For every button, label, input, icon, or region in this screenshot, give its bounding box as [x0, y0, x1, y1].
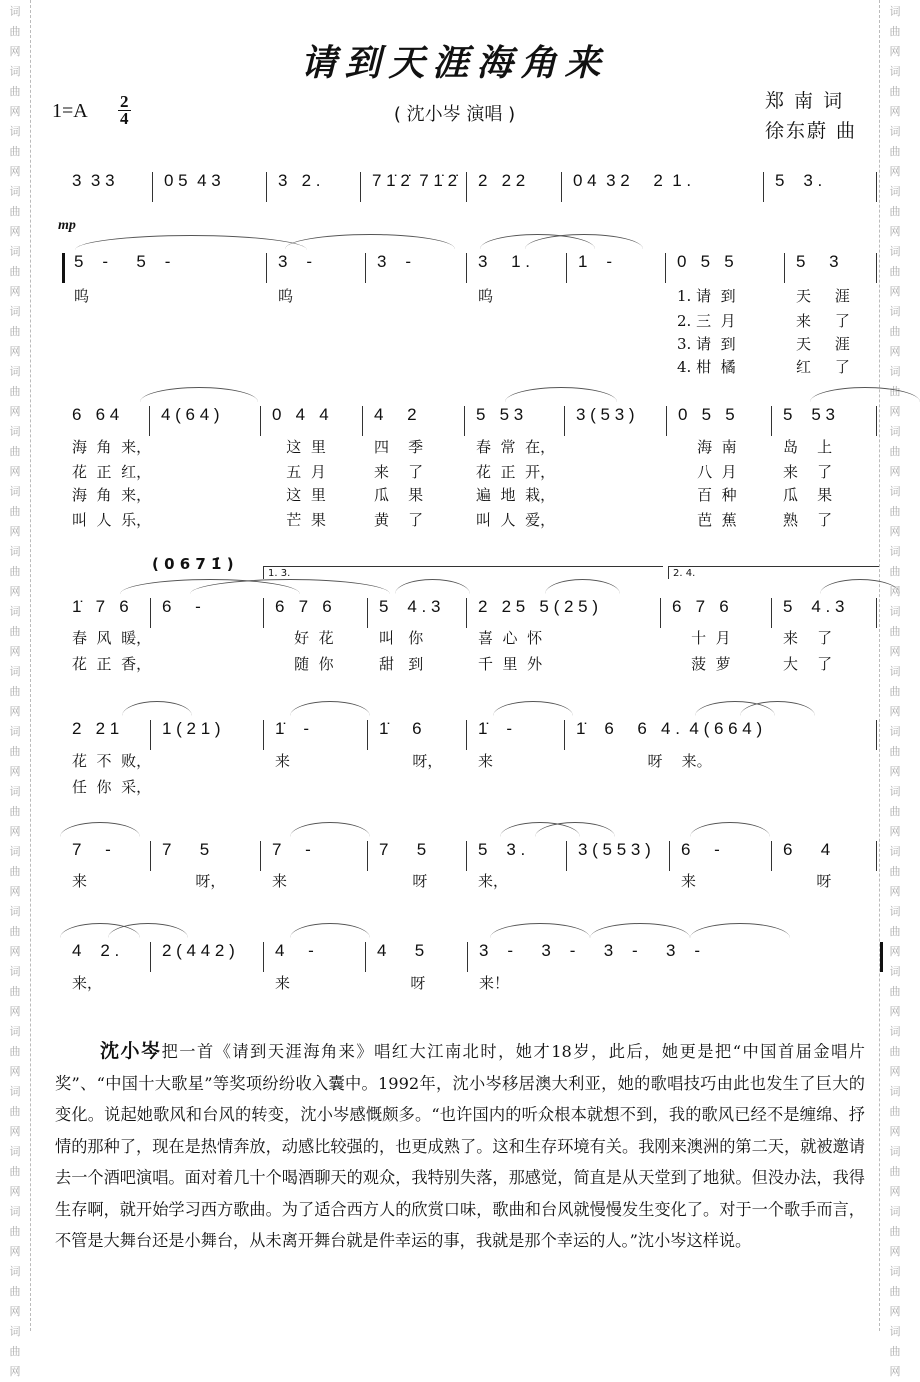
lyric-text: 呀 — [377, 974, 426, 992]
measure: 3 ( 5 3 ) — [576, 405, 635, 424]
watermark-text: 词 曲 网 — [889, 5, 901, 58]
slur-mark — [122, 701, 192, 716]
watermark-text: 词 曲 网 — [889, 245, 901, 298]
measure: 3 2 . — [278, 171, 321, 190]
lyric-text: 来， — [72, 974, 103, 992]
bar-line — [150, 720, 151, 750]
watermark-text: 词 曲 网 — [889, 785, 901, 838]
singer-name: 沈小岑 — [100, 1040, 162, 1062]
lyric-text: 花 正 红， — [72, 463, 152, 481]
watermark-text: 词 曲 网 — [889, 1205, 901, 1258]
measure: 7 5 — [162, 840, 210, 859]
bar-line — [263, 720, 264, 750]
lyric-text: 任 你 采， — [72, 778, 152, 796]
watermark-text: 词 曲 网 — [889, 185, 901, 238]
measure: 1̇ 6 6 4 . 4 ( 6 6 4 ) — [576, 719, 763, 738]
lyric-text: 来 了 — [783, 629, 833, 647]
lyric-text: 1. 请 到 — [677, 287, 736, 305]
bar-line — [266, 172, 267, 202]
bar-line — [763, 172, 764, 202]
bar-line — [263, 942, 264, 972]
measure: 5 3 — [796, 252, 839, 271]
lyric-text: 芒 果 — [272, 511, 326, 529]
bar-line — [263, 598, 264, 628]
measure: 1̇ 6 — [379, 719, 422, 738]
bar-line — [260, 841, 261, 871]
measure: 3 - — [278, 252, 313, 271]
measure: 4 - — [275, 941, 314, 960]
bar-line — [367, 598, 368, 628]
lyric-text: 来 — [275, 974, 291, 992]
measure: 6 7 6 — [275, 597, 332, 616]
watermark-text: 词 曲 网 — [9, 485, 21, 538]
bar-line — [466, 253, 467, 283]
bar-line — [362, 406, 363, 436]
watermark-text: 词 曲 网 — [889, 65, 901, 118]
watermark-text: 词 曲 网 — [9, 845, 21, 898]
lyric-text: 春 常 在， — [476, 438, 556, 456]
lyric-text: 遍 地 栽， — [476, 486, 556, 504]
slur-mark — [590, 923, 690, 938]
measure: 0 5 5 — [677, 252, 734, 271]
measure: 6 6 4 — [72, 405, 120, 424]
bar-line — [365, 942, 366, 972]
bar-line — [466, 598, 467, 628]
lyric-text: 来 了 — [796, 312, 850, 330]
measure: 1 - — [578, 252, 613, 271]
lyric-text: 熟 了 — [783, 511, 833, 529]
lyric-text: 大 了 — [783, 655, 833, 673]
watermark-text: 词 曲 网 — [889, 305, 901, 358]
lyric-text: 海 角 来， — [72, 486, 152, 504]
measure: 1̇ - — [478, 719, 513, 738]
measure: 2 2 2 — [478, 171, 526, 190]
lyric-text: 花 正 开， — [476, 463, 556, 481]
watermark-text: 词 曲 网 — [9, 785, 21, 838]
watermark-text: 词 曲 网 — [9, 245, 21, 298]
slur-mark — [490, 923, 590, 938]
measure: 4 2 — [374, 405, 417, 424]
lyric-text: 花 正 香， — [72, 655, 152, 673]
lyric-text: 八 月 — [678, 463, 737, 481]
slur-mark — [140, 387, 258, 402]
fill-annotation: ( 0 6 7 1̇ ) — [152, 555, 234, 573]
watermark-text: 词 曲 网 — [9, 425, 21, 478]
slur-mark — [690, 822, 770, 837]
lyric-text: 好 花 — [275, 629, 334, 647]
lyric-text: 呜 — [478, 287, 494, 305]
bar-line — [771, 598, 772, 628]
lyric-text: 来 — [275, 752, 291, 770]
slur-mark — [395, 579, 470, 594]
lyric-text: 天 涯 — [796, 335, 850, 353]
watermark-text: 词 曲 网 — [889, 1325, 901, 1378]
lyricist-credit: 郑 南 词 — [765, 90, 845, 112]
composer-credit: 徐东蔚 曲 — [765, 120, 858, 142]
lyric-text: 十 月 — [672, 629, 731, 647]
measure: 3 1 . — [478, 252, 530, 271]
watermark-text: 词 曲 网 — [9, 665, 21, 718]
measure: 5 4 . 3 — [783, 597, 845, 616]
lyric-text: 花 不 败， — [72, 752, 152, 770]
watermark-text: 词 曲 网 — [9, 965, 21, 1018]
slur-mark — [75, 235, 307, 250]
lyric-text: 2. 三 月 — [677, 312, 736, 330]
slur-mark — [290, 923, 370, 938]
volta-1: 1. 3. — [263, 566, 663, 579]
meter-bottom: 4 — [120, 109, 129, 128]
lyric-text: 来， — [478, 872, 509, 890]
slur-mark — [285, 234, 455, 249]
bar-line — [876, 253, 877, 283]
lyric-text: 黄 了 — [374, 511, 424, 529]
watermark-text: 词 曲 网 — [9, 1265, 21, 1318]
lyric-text: 呜 — [278, 287, 294, 305]
watermark-text: 词 曲 网 — [889, 425, 901, 478]
bar-line — [666, 406, 667, 436]
lyric-text: 芭 蕉 — [678, 511, 737, 529]
lyric-text: 来 — [478, 752, 494, 770]
bar-line — [360, 172, 361, 202]
watermark-text: 词 曲 网 — [9, 1145, 21, 1198]
lyric-text: 来 — [681, 872, 697, 890]
lyric-text: 来 了 — [783, 463, 833, 481]
bar-line — [665, 253, 666, 283]
lyric-text: 红 了 — [796, 358, 850, 376]
watermark-text: 词 曲 网 — [9, 1205, 21, 1258]
measure: 6 4 — [783, 840, 831, 859]
bar-line — [367, 720, 368, 750]
bar-line — [564, 406, 565, 436]
measure: 2 2 5 5 ( 2 5 ) — [478, 597, 599, 616]
watermark-text: 词 曲 网 — [9, 1025, 21, 1078]
watermark-text: 词 曲 网 — [9, 905, 21, 958]
slur-mark — [545, 579, 620, 594]
bar-line — [260, 406, 261, 436]
lyric-text: 瓜 果 — [783, 486, 833, 504]
meter-top: 2 — [120, 92, 129, 111]
measure: 0 4 4 — [272, 405, 329, 424]
bar-line — [669, 841, 670, 871]
lyric-text: 瓜 果 — [374, 486, 424, 504]
bar-line — [771, 841, 772, 871]
lyric-text: 这 里 — [272, 438, 326, 456]
bar-line — [150, 841, 151, 871]
measure: 3 - — [377, 252, 412, 271]
slur-mark — [493, 701, 573, 716]
watermark-text: 词 曲 网 — [9, 605, 21, 658]
lyric-text: 天 涯 — [796, 287, 850, 305]
measure: 7 - — [72, 840, 111, 859]
measure: 1 ( 2 1 ) — [162, 719, 221, 738]
slur-mark — [290, 822, 370, 837]
measure: 4 ( 6 4 ) — [161, 405, 220, 424]
measure: 6 - — [681, 840, 720, 859]
bar-line — [876, 598, 877, 628]
lyric-text: 这 里 — [272, 486, 326, 504]
measure: 2 2 1 — [72, 719, 120, 738]
slur-mark — [690, 923, 790, 938]
watermark-text: 词 曲 网 — [889, 1025, 901, 1078]
bar-line — [266, 253, 267, 283]
measure: 5 4 . 3 — [379, 597, 441, 616]
measure: 6 - — [162, 597, 201, 616]
bar-line — [466, 172, 467, 202]
watermark-text: 词 曲 网 — [9, 1085, 21, 1138]
bar-line — [876, 172, 877, 202]
lyric-text: 呀， — [162, 872, 226, 890]
measure: 5 3 . — [775, 171, 823, 190]
slur-mark — [290, 701, 370, 716]
lyric-text: 来！ — [479, 974, 510, 992]
lyric-text: 呜 — [74, 287, 90, 305]
watermark-text: 词 曲 网 — [9, 65, 21, 118]
watermark-text: 词 曲 网 — [9, 365, 21, 418]
bar-line — [771, 406, 772, 436]
watermark-text: 词 曲 网 — [889, 605, 901, 658]
measure: 4 2 . — [72, 941, 120, 960]
bar-line — [464, 406, 465, 436]
measure: 5 3 . — [478, 840, 526, 859]
measure: 3 3 3 — [72, 171, 115, 190]
watermark-text: 词 曲 网 — [9, 185, 21, 238]
lyric-text: 甜 到 — [379, 655, 424, 673]
watermark-text: 词 曲 网 — [889, 965, 901, 1018]
slur-mark — [60, 822, 140, 837]
watermark-text: 词 曲 网 — [9, 125, 21, 178]
bar-line — [467, 942, 468, 972]
watermark-text: 词 曲 网 — [9, 5, 21, 58]
measure: 5 - 5 - — [74, 252, 171, 271]
watermark-text: 词 曲 网 — [889, 485, 901, 538]
lyric-text: 海 角 来， — [72, 438, 152, 456]
article-text: 把一首《请到天涯海角来》唱红大江南北时，她才18岁，此后，她更是把“中国首届金唱片奖”、“中国十大歌星”等奖项纷纷收入囊中。1992年，沈小岑移居澳大利亚，她的歌唱技巧由此也发生了巨大的变化。说起她歌风和台风的转变，沈小岑感慨颇多。“也许国内的听众根本就想不到，我的歌风已经不是缠绵、抒情的那种了，现在是热情奔放，动感比较强的，也更成熟了。这和生存环境有关。我刚来澳洲的第二天，就被邀请去一个酒吧演唱。面对着几十个喝酒聊天的观众，我特别失落，那感觉，简直是从天堂到了地狱。但没办法，我得生存啊，就开始学习西方歌曲。为了适合西方人的欣赏口味，歌曲和台风就慢慢发生变化了。对于一个歌手而言，不管是大舞台还是小舞台，从未离开舞台就是件幸运的事，我就是那个幸运的人。”沈小岑这样说。 — [55, 1042, 865, 1250]
lyric-text: 喜 心 怀 — [478, 629, 543, 647]
watermark-text: 词 曲 网 — [889, 365, 901, 418]
lyric-text: 五 月 — [272, 463, 326, 481]
slur-mark — [505, 387, 617, 402]
watermark-text: 词 曲 网 — [889, 1085, 901, 1138]
song-title: 请到天涯海角来 — [300, 42, 609, 84]
bar-line — [876, 406, 877, 436]
lyric-text: 四 季 — [374, 438, 424, 456]
dynamic-marking: mp — [58, 218, 76, 233]
measure: 5 5 3 — [476, 405, 524, 424]
bar-line — [152, 172, 153, 202]
watermark-text: 词 曲 网 — [889, 845, 901, 898]
lyric-text: 4. 柑 橘 — [677, 358, 736, 376]
bar-line — [876, 720, 877, 750]
watermark-text: 词 曲 网 — [889, 545, 901, 598]
watermark-text: 词 曲 网 — [9, 545, 21, 598]
watermark-text: 词 曲 网 — [889, 725, 901, 778]
measure: 4 5 — [377, 941, 425, 960]
lyric-text: 来 了 — [374, 463, 424, 481]
bar-line — [367, 841, 368, 871]
measure: 1̇ 7 6 — [72, 597, 129, 616]
measure: 2 ( 4 4 2 ) — [162, 941, 235, 960]
bar-line — [784, 253, 785, 283]
lyric-text: 呀， — [379, 752, 443, 770]
measure: 7 5 — [379, 840, 427, 859]
lyric-text: 来 — [272, 872, 288, 890]
bar-line — [62, 253, 65, 283]
watermark-text: 词 曲 网 — [889, 125, 901, 178]
watermark-text: 词 曲 网 — [889, 665, 901, 718]
singer-credit: ( 沈小岑 演唱 ) — [393, 104, 516, 125]
lyric-text: 来 — [72, 872, 88, 890]
article-paragraph — [55, 1036, 865, 1257]
volta-2: 2. 4. — [668, 566, 879, 579]
bar-line — [150, 598, 151, 628]
measure: 0 5 4 3 — [164, 171, 221, 190]
measure: 0 4 3 2 2 1 . — [573, 171, 692, 190]
measure: 5 5 3 — [783, 405, 835, 424]
bar-line — [566, 253, 567, 283]
lyric-text: 百 种 — [678, 486, 737, 504]
lyric-text: 随 你 — [275, 655, 334, 673]
lyric-text: 3. 请 到 — [677, 335, 736, 353]
lyric-text: 叫 人 乐， — [72, 511, 152, 529]
measure: 6 7 6 — [672, 597, 729, 616]
watermark-text: 词 曲 网 — [9, 725, 21, 778]
lyric-text: 叫 你 — [379, 629, 424, 647]
lyric-text: 海 南 — [678, 438, 737, 456]
lyric-text: 呀 — [783, 872, 832, 890]
measure: 3 ( 5 5 3 ) — [578, 840, 651, 859]
bar-line — [876, 841, 877, 871]
lyric-text: 菠 萝 — [672, 655, 731, 673]
measure: 7 - — [272, 840, 311, 859]
bar-line — [466, 841, 467, 871]
lyric-text: 岛 上 — [783, 438, 833, 456]
lyric-text: 春 风 暖， — [72, 629, 152, 647]
measure: 1̇ - — [275, 719, 310, 738]
watermark-text: 词 曲 网 — [9, 305, 21, 358]
lyric-text: 叫 人 爱， — [476, 511, 556, 529]
measure: 7 1̇ 2̇ 7 1̇ 2̇ — [372, 171, 458, 190]
bar-line — [561, 172, 562, 202]
bar-line — [149, 406, 150, 436]
lyric-text: 呀 来。 — [576, 752, 712, 770]
lyric-text: 千 里 外 — [478, 655, 543, 673]
lyric-text: 呀 — [379, 872, 428, 890]
watermark-column-right — [879, 0, 909, 1378]
watermark-text: 词 曲 网 — [889, 905, 901, 958]
measure: 3 - 3 - 3 - 3 - — [479, 941, 701, 960]
watermark-text: 词 曲 网 — [889, 1265, 901, 1318]
bar-line — [564, 720, 565, 750]
bar-line — [150, 942, 151, 972]
key-signature: 1=A — [52, 100, 88, 122]
bar-line — [660, 598, 661, 628]
bar-line — [466, 720, 467, 750]
watermark-column-left — [0, 0, 31, 1378]
bar-line — [566, 841, 567, 871]
watermark-text: 词 曲 网 — [9, 1325, 21, 1378]
bar-line — [365, 253, 366, 283]
watermark-text: 词 曲 网 — [889, 1145, 901, 1198]
measure: 0 5 5 — [678, 405, 735, 424]
bar-line — [880, 942, 883, 972]
